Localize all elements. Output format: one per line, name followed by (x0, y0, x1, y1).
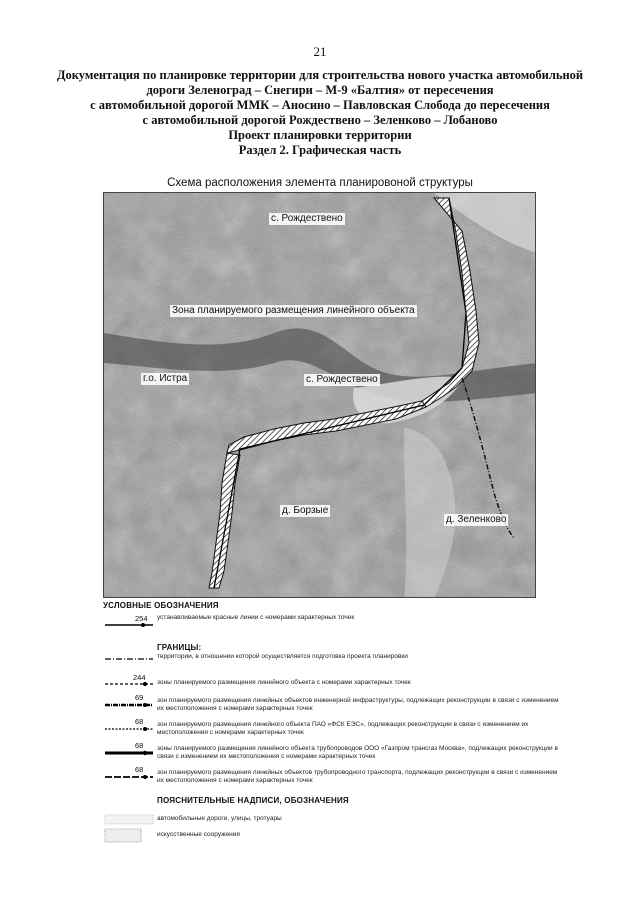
legend-number: 68 (135, 717, 144, 726)
legend-text: устанавливаемые красные линии с номерами характерных точек (157, 614, 355, 621)
legend-text: зон планируемого размещения линейного объекта ПАО «ФСК ЕЭС», подлежащих реконструкции в связи с изменением их местоположения с номерами характерных точек (157, 721, 529, 736)
label-rozhdestveno-top: с. Рождествено (271, 213, 343, 224)
legend-text: зон планируемого размещения линейных объектов инженерной инфраструктуры, подлежащих реконструкции в связи с изменением их местоположения с номерами характерных точек (157, 697, 559, 712)
title-line: с автомобильной дорогой ММК – Аносино – Павловская Слобода до пересечения (90, 98, 550, 112)
legend-item-gazprom (103, 739, 563, 763)
gas-pipeline-symbol (103, 739, 155, 763)
legend-number: 68 (135, 741, 144, 750)
legend-number: 254 (135, 614, 148, 623)
label-borzye: д. Борзые (282, 505, 329, 516)
engineering-symbol (103, 691, 155, 715)
legend-item-structures (103, 827, 563, 851)
document-title (30, 68, 610, 158)
legend-number: 244 (133, 673, 146, 682)
aerial-map (103, 192, 536, 598)
legend-number: 69 (135, 693, 144, 702)
legend-item-pipeline (103, 763, 563, 787)
legend (103, 601, 563, 838)
map-imagery (104, 193, 536, 598)
power-line-symbol (103, 715, 155, 739)
legend-text: зон планируемого размещения линейных объектов трубопроводного транспорта, подлежащих реконструкции в связи с изменением их местоположения с номерами характерных точек (157, 769, 558, 784)
pipeline-symbol (103, 763, 155, 787)
red-line-symbol (103, 613, 155, 637)
legend-item-red-lines (103, 613, 563, 637)
page-number: 21 (313, 44, 327, 59)
map-title: Схема расположения элемента планировоной структуры (167, 177, 473, 189)
legend-heading: УСЛОВНЫЕ ОБОЗНАЧЕНИЯ (103, 601, 219, 610)
title-line: Раздел 2. Графическая часть (238, 143, 402, 157)
legend-text: территории, в отношении которой осуществляется подготовка проекта планировки (157, 653, 408, 660)
title-line: дороги Зеленоград – Снегири – М-9 «Балтия» от пересечения (146, 83, 494, 97)
title-line: с автомобильной дорогой Рождествено – Зеленково – Лобаново (142, 113, 498, 127)
legend-text: зоны планируемого размещения линейного объекта с номерами характерных точек (157, 679, 411, 686)
boundaries-heading: ГРАНИЦЫ: (157, 643, 202, 652)
label-zelenkovo: д. Зеленково (446, 514, 507, 525)
label-rozhdestveno-mid: с. Рождествено (306, 374, 378, 385)
legend-text: зоны планируемого размещения линейного объекта трубопроводов ООО «Газпром трансгаз Москва», подлежащих реконструкции в связи с изменением их местоположения с номерами характерных точек (157, 745, 558, 760)
legend-number: 68 (135, 765, 144, 774)
structures-symbol (103, 827, 155, 851)
title-line: Проект планировки территории (228, 128, 412, 142)
legend-item-engineering (103, 691, 563, 715)
label-istra: г.о. Истра (143, 373, 188, 384)
legend-item-fsk (103, 715, 563, 739)
explanatory-heading: ПОЯСНИТЕЛЬНЫЕ НАДПИСИ, ОБОЗНАЧЕНИЯ (157, 796, 349, 805)
label-zone: Зона планируемого размещения линейного объекта (172, 305, 415, 316)
legend-text: автомобильные дороги, улицы, тротуары (157, 815, 282, 822)
title-line: Документация по планировке территории для строительства нового участка автомобильной (56, 68, 584, 82)
legend-text: искусственные сооружения (157, 831, 240, 838)
